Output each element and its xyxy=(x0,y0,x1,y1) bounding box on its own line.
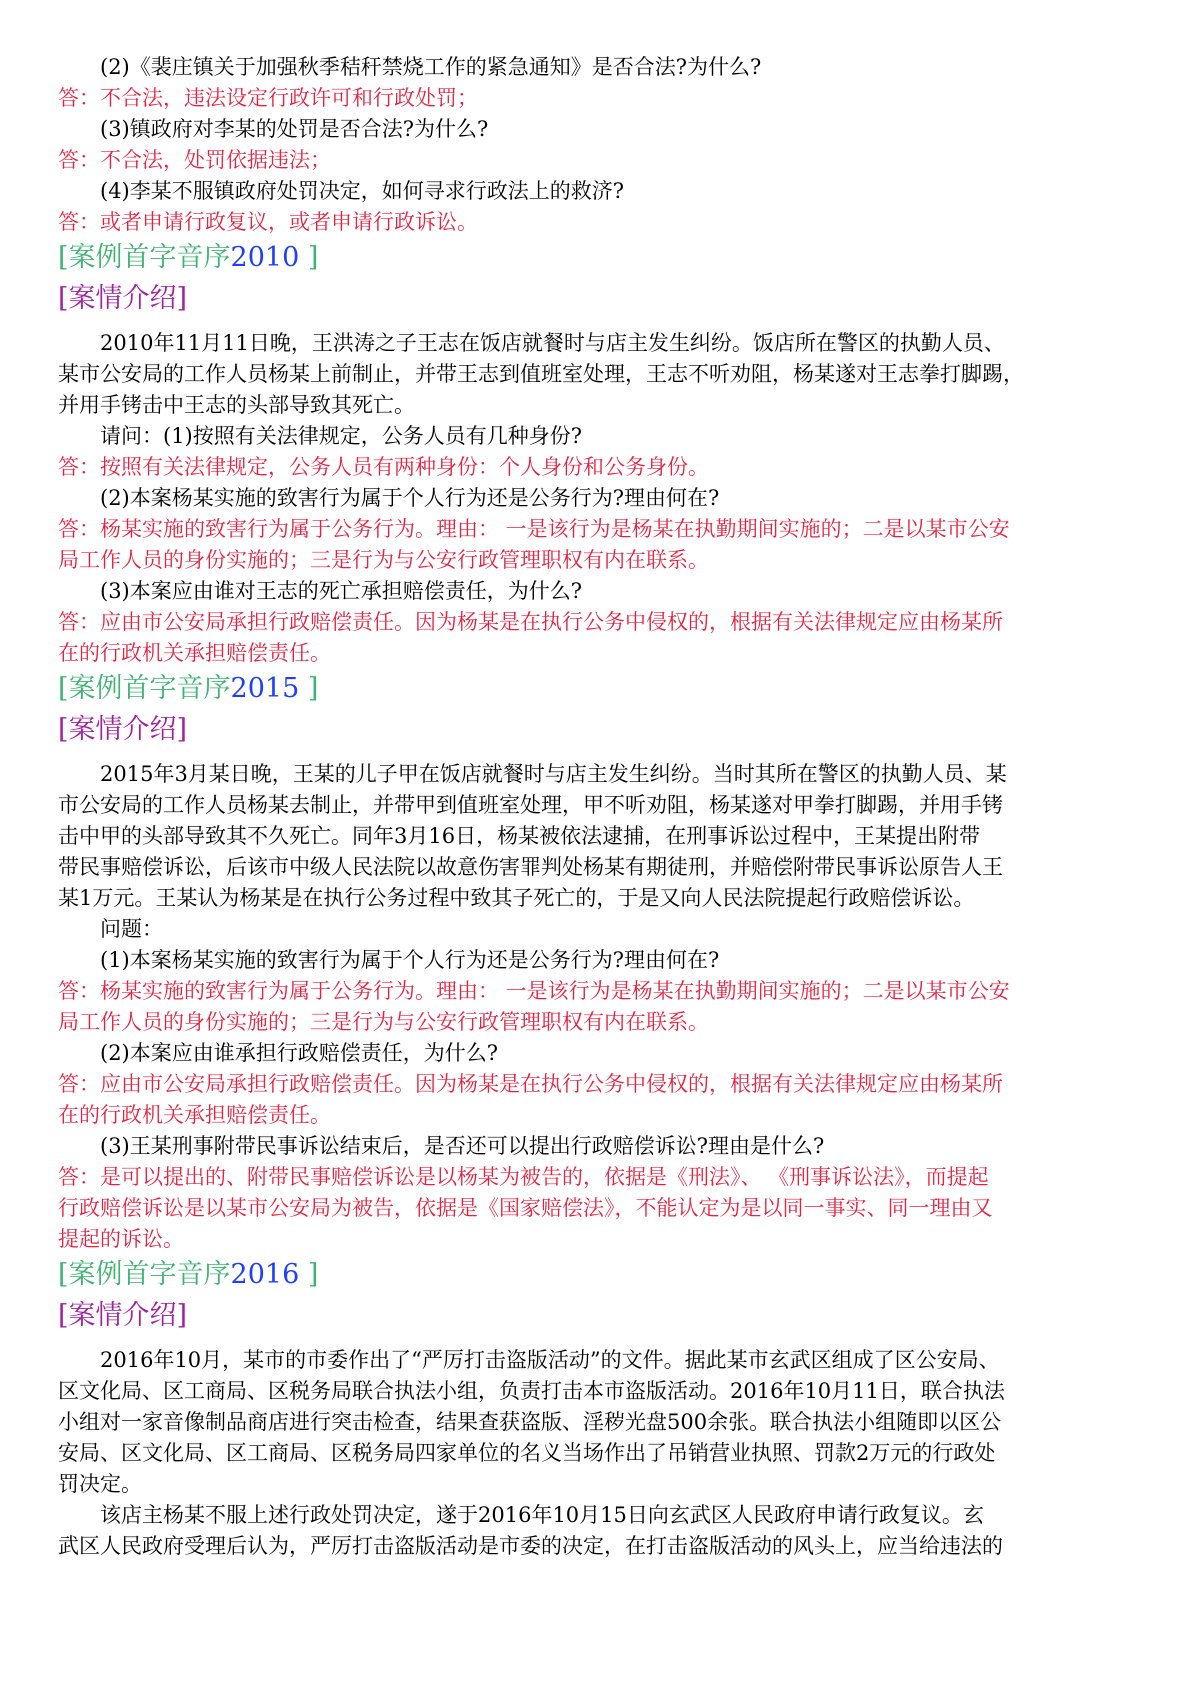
paragraph-line: 并用手铐击中王志的头部导致其死亡。 xyxy=(58,393,415,417)
paragraph-line: 2010年11月11日晚，王洪涛之子王志在饭店就餐时与店主发生纠纷。饭店所在警区的执勤人员、 xyxy=(100,331,1005,355)
case-intro-heading: [案情介绍] xyxy=(58,714,188,745)
document-page xyxy=(58,52,1132,1562)
question-3: (3)王某刑事附带民事诉讼结束后，是否还可以提出行政赔偿诉讼?理由是什么? xyxy=(100,1134,825,1158)
question-3: (3)镇政府对李某的处罚是否合法?为什么? xyxy=(100,117,489,141)
answer-1: 答：杨某实施的致害行为属于公务行为。理由： 一是该行为是杨某在执勤期间实施的；二是以某市公安 xyxy=(58,979,1010,1003)
paragraph-line: 该店主杨某不服上述行政处罚决定，遂于2016年10月15日向玄武区人民政府申请行政复议。玄 xyxy=(100,1503,984,1527)
answer-2: 答：杨某实施的致害行为属于公务行为。理由： 一是该行为是杨某在执勤期间实施的；二是以某市公安 xyxy=(58,517,1010,541)
case-heading-prefix: [案例首字音序 xyxy=(58,1259,231,1290)
case-heading-2016 xyxy=(58,1255,1132,1295)
answer-3: 答：不合法，处罚依据违法； xyxy=(58,148,331,172)
case-heading-2015 xyxy=(58,669,1132,709)
case-heading-suffix: ] xyxy=(299,673,319,704)
answer-2: 在的行政机关承担赔偿责任。 xyxy=(58,1103,331,1127)
paragraph-line: 安局、区文化局、区工商局、区税务局四家单位的名义当场作出了吊销营业执照、罚款2万元的行政处 xyxy=(58,1441,996,1465)
case-heading-suffix: ] xyxy=(299,1259,319,1290)
case-heading-prefix: [案例首字音序 xyxy=(58,673,231,704)
paragraph-line: 某1万元。王某认为杨某是在执行公务过程中致其子死亡的，于是又向人民法院提起行政赔偿诉讼。 xyxy=(58,886,975,910)
answer-3: 答：是可以提出的、附带民事赔偿诉讼是以杨某为被告的，依据是《刑法》、 《刑事诉讼法》，而提起 xyxy=(58,1165,989,1189)
case-intro-heading: [案情介绍] xyxy=(58,1300,188,1331)
question-2: (2)本案应由谁承担行政赔偿责任，为什么? xyxy=(100,1041,499,1065)
answer-3: 在的行政机关承担赔偿责任。 xyxy=(58,641,331,665)
question-1: 请问：(1)按照有关法律规定，公务人员有几种身份? xyxy=(100,424,583,448)
answer-2: 答：不合法，违法设定行政许可和行政处罚； xyxy=(58,86,478,110)
case-heading-suffix: ] xyxy=(299,242,319,273)
case-heading-year: 2016 xyxy=(230,1259,300,1290)
paragraph-line: 某市公安局的工作人员杨某上前制止，并带王志到值班室处理，王志不听劝阻，杨某遂对王志拳打脚踢， xyxy=(58,362,1024,386)
paragraph-line: 市公安局的工作人员杨某去制止，并带甲到值班室处理，甲不听劝阻，杨某遂对甲拳打脚踢，并用手铐 xyxy=(58,793,1003,817)
answer-4: 答：或者申请行政复议，或者申请行政诉讼。 xyxy=(58,210,478,234)
case-intro-heading: [案情介绍] xyxy=(58,283,188,314)
paragraph-line: 小组对一家音像制品商店进行突击检查，结果查获盗版、淫秽光盘500余张。联合执法小组随即以区公 xyxy=(58,1410,1002,1434)
paragraph-line: 武区人民政府受理后认为，严厉打击盗版活动是市委的决定，在打击盗版活动的风头上，应当给违法的 xyxy=(58,1534,1003,1558)
answer-3: 提起的诉讼。 xyxy=(58,1227,184,1251)
case-heading-year: 2015 xyxy=(230,673,300,704)
question-2: (2)本案杨某实施的致害行为属于个人行为还是公务行为?理由何在? xyxy=(100,486,720,510)
question-4: (4)李某不服镇政府处罚决定，如何寻求行政法上的救济? xyxy=(100,179,625,203)
answer-1: 局工作人员的身份实施的；三是行为与公安行政管理职权有内在联系。 xyxy=(58,1010,709,1034)
case-heading-year: 2010 xyxy=(230,242,300,273)
question-3: (3)本案应由谁对王志的死亡承担赔偿责任，为什么? xyxy=(100,579,583,603)
answer-3: 行政赔偿诉讼是以某市公安局为被告，依据是《国家赔偿法》，不能认定为是以同一事实、同一理由又 xyxy=(58,1196,993,1220)
paragraph-line: 区文化局、区工商局、区税务局联合执法小组，负责打击本市盗版活动。2016年10月11日，联合执法 xyxy=(58,1379,1005,1403)
question-2: (2)《裴庄镇关于加强秋季秸秆禁烧工作的紧急通知》是否合法?为什么? xyxy=(100,55,762,79)
question-1: (1)本案杨某实施的致害行为属于个人行为还是公务行为?理由何在? xyxy=(100,948,720,972)
case-heading-prefix: [案例首字音序 xyxy=(58,242,231,273)
answer-1: 答：按照有关法律规定，公务人员有两种身份：个人身份和公务身份。 xyxy=(58,455,709,479)
answer-3: 答：应由市公安局承担行政赔偿责任。因为杨某是在执行公务中侵权的，根据有关法律规定应由杨某所 xyxy=(58,610,1003,634)
paragraph-line: 罚决定。 xyxy=(58,1472,142,1496)
paragraph-line: 2016年10月，某市的市委作出了“严厉打击盗版活动”的文件。据此某市玄武区组成了区公安局、 xyxy=(100,1348,1000,1372)
answer-2: 答：应由市公安局承担行政赔偿责任。因为杨某是在执行公务中侵权的，根据有关法律规定应由杨某所 xyxy=(58,1072,1003,1096)
paragraph-line: 2015年3月某日晚，王某的儿子甲在饭店就餐时与店主发生纠纷。当时其所在警区的执勤人员、某 xyxy=(100,762,1007,786)
case-heading-2010 xyxy=(58,238,1132,278)
paragraph-line: 带民事赔偿诉讼，后该市中级人民法院以故意伤害罪判处杨某有期徒刑，并赔偿附带民事诉讼原告人王 xyxy=(58,855,1003,879)
paragraph-line: 击中甲的头部导致其不久死亡。同年3月16日，杨某被依法逮捕，在刑事诉讼过程中，王某提出附带 xyxy=(58,824,981,848)
answer-2: 局工作人员的身份实施的；三是行为与公安行政管理职权有内在联系。 xyxy=(58,548,709,572)
questions-label: 问题： xyxy=(100,917,163,941)
